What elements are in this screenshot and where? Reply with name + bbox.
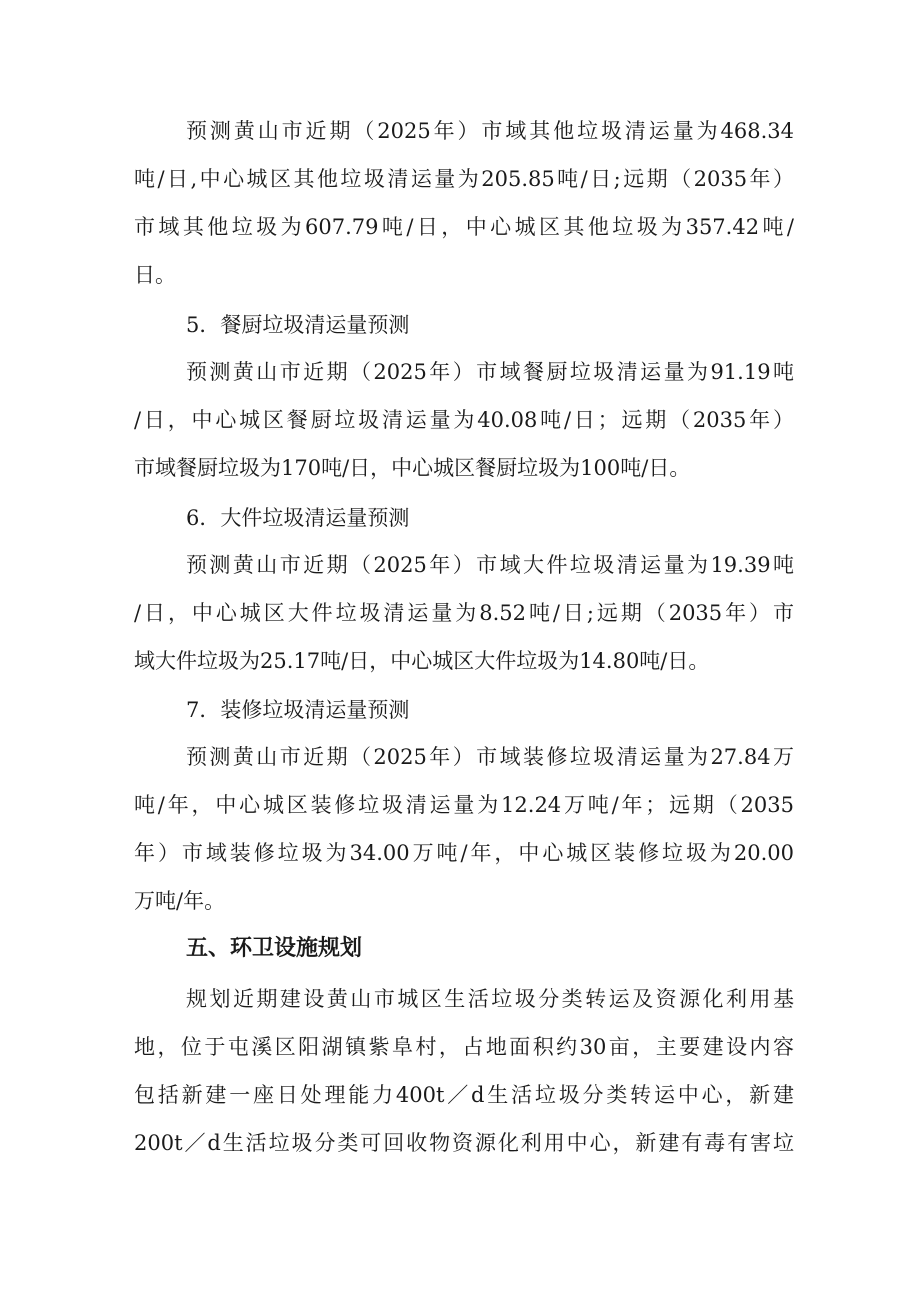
paragraph-bulky-waste-line-2: /日，中心城区大件垃圾清运量为8.52吨/日;远期（2035年）市 (134, 601, 794, 625)
paragraph-facilities-line-1: 规划近期建设黄山市城区生活垃圾分类转运及资源化利用基 (186, 987, 794, 1011)
paragraph-facilities-line-4: 200t／d生活垃圾分类可回收物资源化利用中心，新建有毒有害垃 (134, 1131, 794, 1155)
paragraph-other-waste-line-1: 预测黄山市近期（2025年）市域其他垃圾清运量为468.34 (186, 119, 794, 143)
subheading-bulky-waste: 6．大件垃圾清运量预测 (186, 506, 410, 530)
paragraph-kitchen-waste-line-1: 预测黄山市近期（2025年）市域餐厨垃圾清运量为91.19吨 (186, 360, 794, 384)
paragraph-renovation-waste-line-1: 预测黄山市近期（2025年）市域装修垃圾清运量为27.84万 (186, 745, 794, 769)
paragraph-other-waste-line-4: 日。 (134, 263, 176, 287)
section-heading-sanitation-facilities: 五、环卫设施规划 (186, 936, 363, 961)
paragraph-bulky-waste-line-3: 域大件垃圾为25.17吨/日，中心城区大件垃圾为14.80吨/日。 (134, 649, 710, 673)
paragraph-facilities-line-3: 包括新建一座日处理能力400t／d生活垃圾分类转运中心，新建 (134, 1083, 794, 1107)
paragraph-other-waste-line-2: 吨/日,中心城区其他垃圾清运量为205.85吨/日;远期（2035年） (134, 167, 794, 191)
paragraph-kitchen-waste-line-3: 市域餐厨垃圾为170吨/日，中心城区餐厨垃圾为100吨/日。 (134, 456, 691, 480)
paragraph-other-waste-line-3: 市域其他垃圾为607.79吨/日，中心城区其他垃圾为357.42吨/ (134, 215, 794, 239)
paragraph-renovation-waste-line-4: 万吨/年。 (134, 889, 226, 913)
paragraph-kitchen-waste-line-2: /日，中心城区餐厨垃圾清运量为40.08吨/日；远期（2035年） (134, 408, 794, 432)
paragraph-facilities-line-2: 地，位于屯溪区阳湖镇紫阜村，占地面积约30亩，主要建设内容 (134, 1035, 794, 1059)
subheading-renovation-waste: 7．装修垃圾清运量预测 (186, 698, 410, 722)
subheading-kitchen-waste: 5．餐厨垃圾清运量预测 (186, 313, 410, 337)
paragraph-bulky-waste-line-1: 预测黄山市近期（2025年）市域大件垃圾清运量为19.39吨 (186, 553, 794, 577)
paragraph-renovation-waste-line-2: 吨/年，中心城区装修垃圾清运量为12.24万吨/年；远期（2035 (134, 793, 794, 817)
paragraph-renovation-waste-line-3: 年）市域装修垃圾为34.00万吨/年，中心城区装修垃圾为20.00 (134, 841, 794, 865)
